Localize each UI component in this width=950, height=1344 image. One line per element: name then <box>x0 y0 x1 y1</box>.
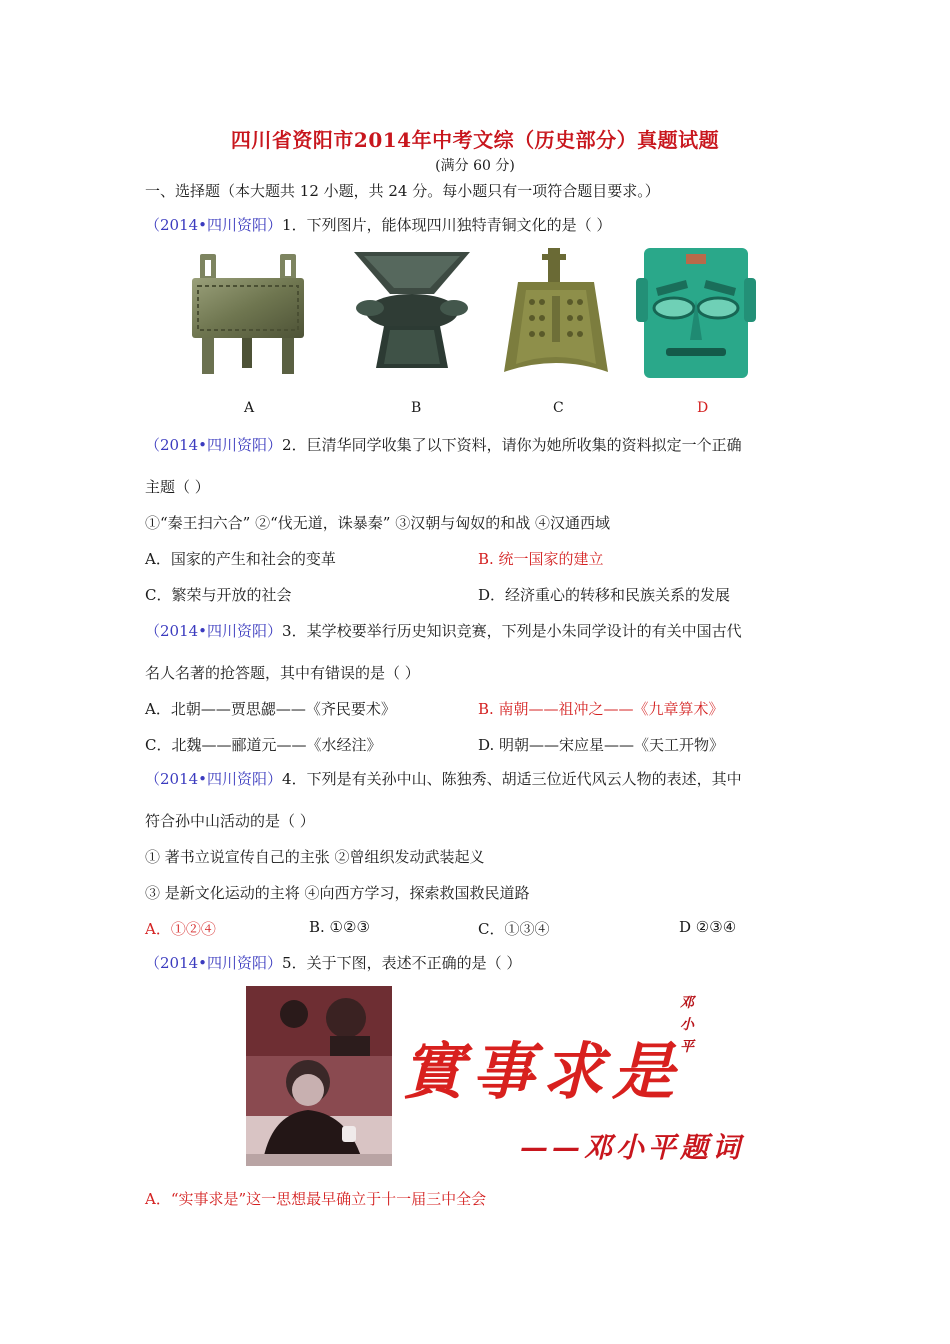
bronze-zun-image <box>350 250 474 372</box>
question-4-stem-cont: 符合孙中山活动的是（ ） <box>145 812 315 830</box>
question-3 <box>145 620 742 641</box>
question-stem: 4．下列是有关孙中山、陈独秀、胡适三位近代风云人物的表述，其中 <box>282 770 742 788</box>
question-2 <box>145 434 742 455</box>
question-source: （2014•四川资阳） <box>145 770 283 788</box>
question-stem: 3．某学校要举行历史知识竞赛，下列是小朱同学设计的有关中国古代 <box>282 622 742 640</box>
option-c: C．北魏——郦道元——《水经注》 <box>145 736 382 754</box>
bronze-bell-image <box>498 246 614 380</box>
image-label-a: A <box>244 400 255 416</box>
question-source: （2014•四川资阳） <box>145 436 283 454</box>
question-stem: 1．下列图片，能体现四川独特青铜文化的是（ ） <box>282 216 612 234</box>
option-a: A．“实事求是”这一思想最早确立于十一届三中全会 <box>145 1190 487 1208</box>
image-label-d: D <box>697 400 709 416</box>
option-c: C．①③④ <box>478 920 550 938</box>
question-4-items-2: ③ 是新文化运动的主将 ④向西方学习，探索救国救民道路 <box>145 884 530 902</box>
option-d: D．经济重心的转移和民族关系的发展 <box>478 586 731 604</box>
option-b: B. 统一国家的建立 <box>478 550 604 568</box>
calligraphy-signature: 邓小平 <box>680 995 694 1055</box>
page-subtitle: (满分 60 分) <box>435 158 515 174</box>
question-4 <box>145 768 742 789</box>
question-source: （2014•四川资阳） <box>145 216 283 234</box>
calligraphy-caption: ——邓小平题词 <box>520 1131 745 1164</box>
question-5 <box>145 952 521 973</box>
question-2-stem-cont: 主题（ ） <box>145 478 210 496</box>
option-b: B. ①②③ <box>309 918 370 936</box>
bronze-ding-image <box>186 248 310 378</box>
question-stem: 5．关于下图，表述不正确的是（ ） <box>282 954 522 972</box>
question-4-items-1: ① 著书立说宣传自己的主张 ②曾组织发动武装起义 <box>145 848 485 866</box>
option-c: C．繁荣与开放的社会 <box>145 586 292 604</box>
question-2-items: ①“秦王扫六合” ②“伐无道，诛暴秦” ③汉朝与匈奴的和战 ④汉通西域 <box>145 514 610 532</box>
option-a: A．国家的产生和社会的变革 <box>145 550 336 568</box>
question-source: （2014•四川资阳） <box>145 622 283 640</box>
question-stem: 2．巨清华同学收集了以下资料，请你为她所收集的资料拟定一个正确 <box>282 436 742 454</box>
section-heading: 一、选择题（本大题共 12 小题，共 24 分。每小题只有一项符合题目要求。） <box>145 182 660 200</box>
question-3-stem-cont: 名人名著的抢答题，其中有错误的是（ ） <box>145 664 420 682</box>
option-b: B. 南朝——祖冲之——《九章算术》 <box>478 700 724 718</box>
option-d: D. 明朝——宋应星——《天工开物》 <box>478 736 725 754</box>
sanxingdui-mask-image <box>636 244 756 382</box>
page-title: 四川省资阳市2014年中考文综（历史部分）真题试题 <box>230 128 720 152</box>
question-1 <box>145 214 611 235</box>
deng-xiaoping-photo <box>246 986 392 1166</box>
option-d: D ②③④ <box>679 918 737 936</box>
image-label-b: B <box>411 400 422 416</box>
option-a: A．北朝——贾思勰——《齐民要术》 <box>145 700 396 718</box>
calligraphy-text: 實事求是 <box>402 1035 683 1108</box>
image-label-c: C <box>553 400 564 416</box>
option-a: A．①②④ <box>145 920 216 938</box>
question-source: （2014•四川资阳） <box>145 954 283 972</box>
